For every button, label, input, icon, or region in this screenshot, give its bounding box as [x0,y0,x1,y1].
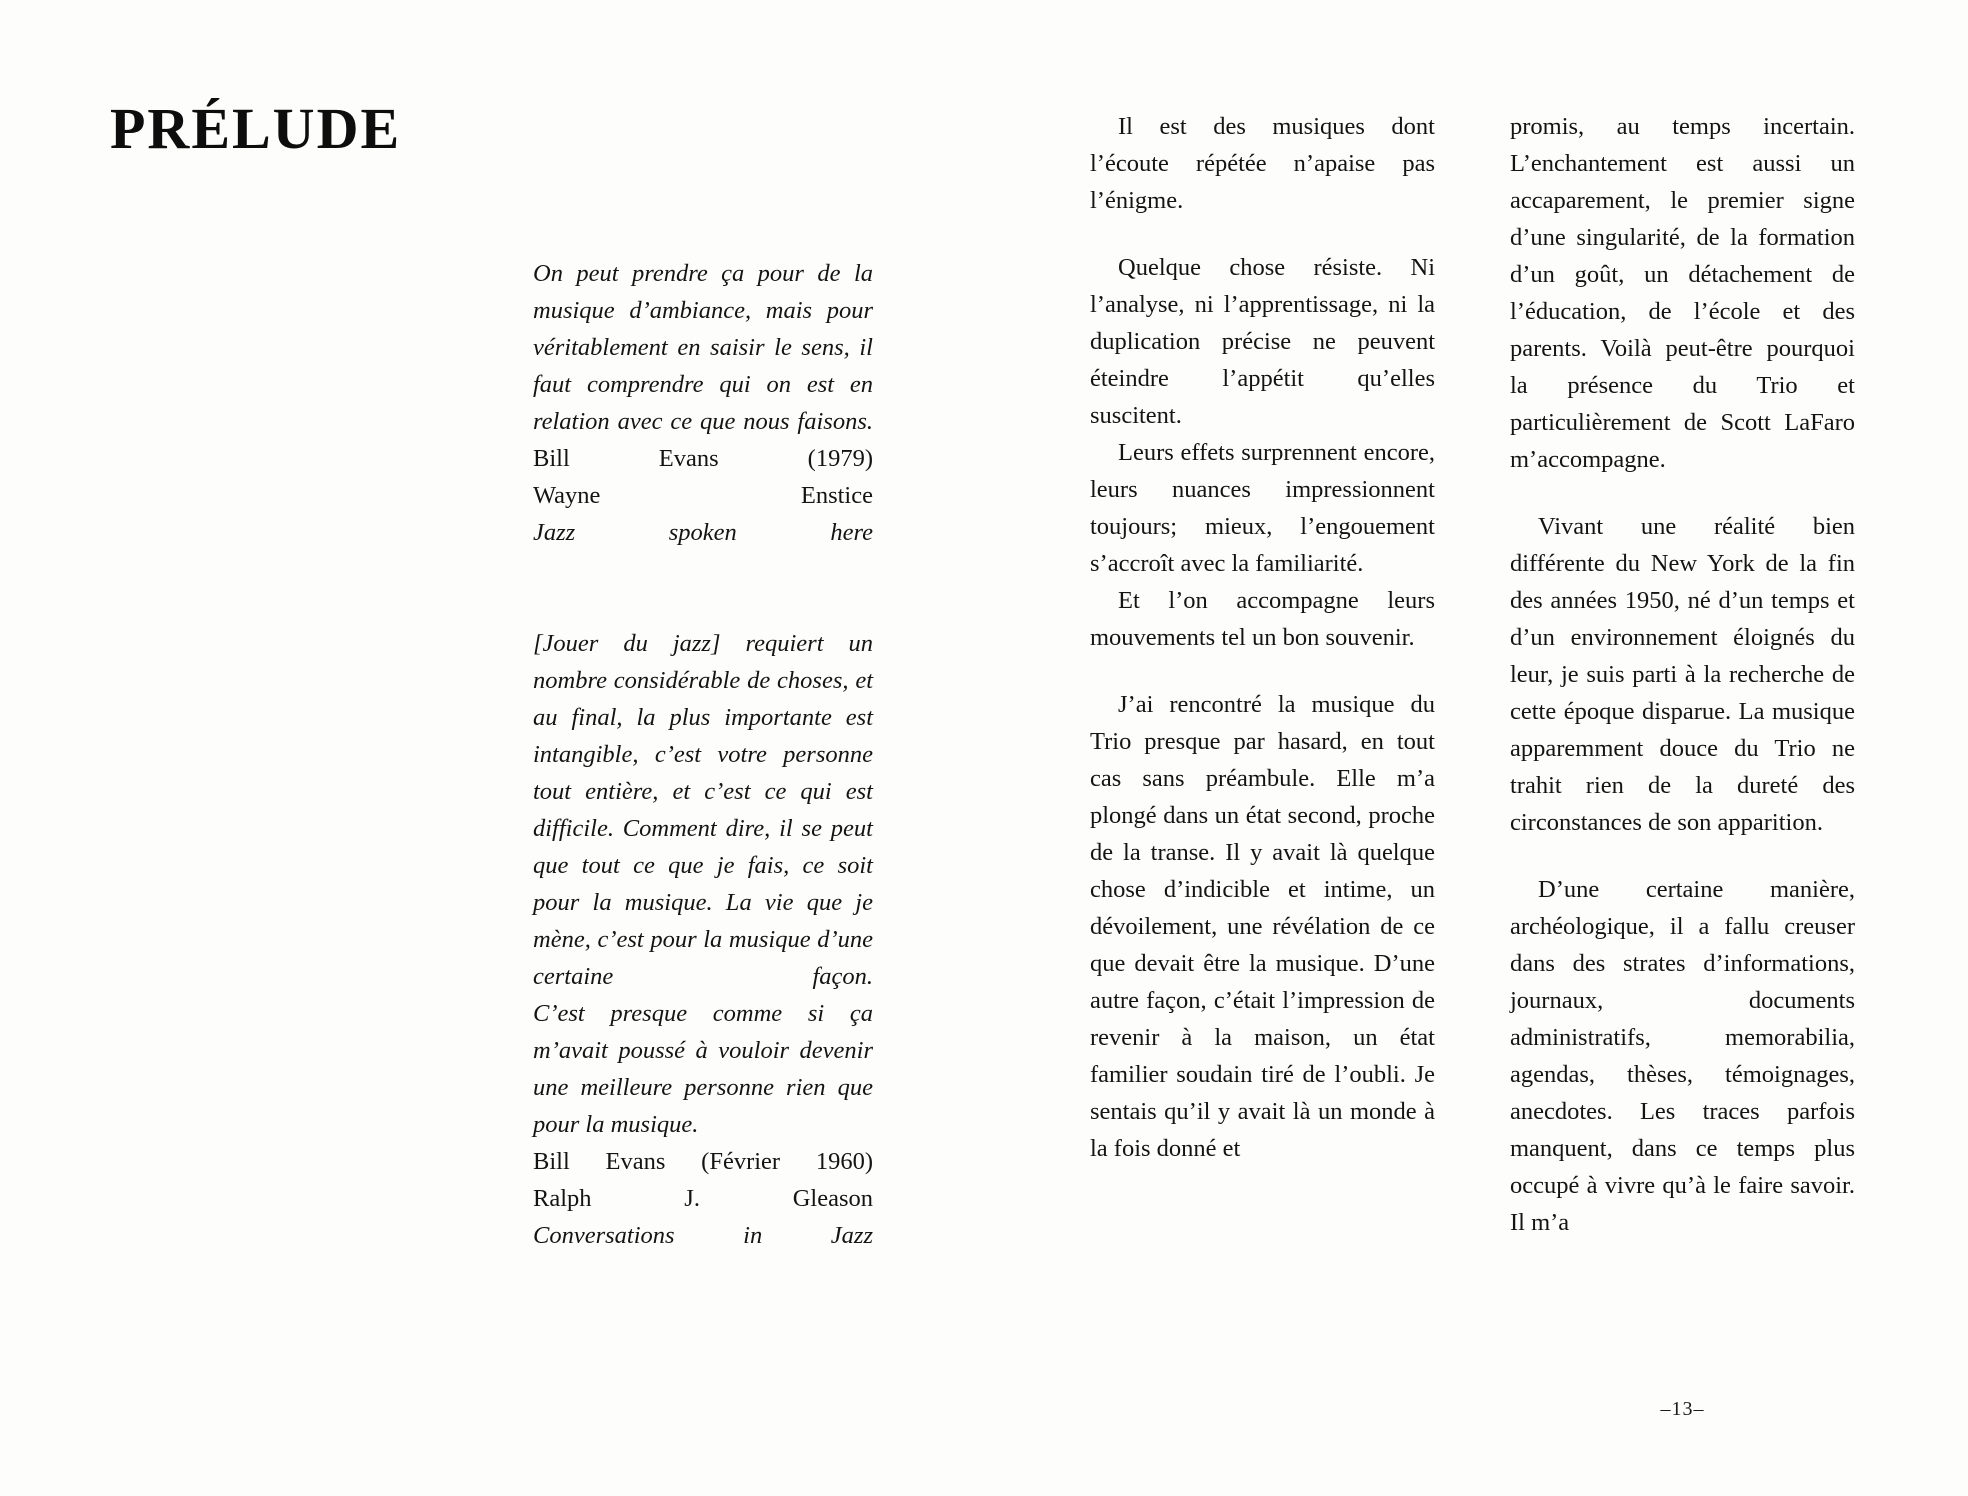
epigraph-text: [Jouer du jazz] requiert un nombre considérable de choses, et au final, la plus importante est intangible, c’est votre personne tout entière, et c’est ce qui est difficile. Comment dire, il se peut que tout ce que je fais, ce soit pour la musique. La vie que je mène, c’est pour la musique d’une certaine façon. [533,630,873,990]
paragraph: J’ai rencontré la musique du Trio presque par hasard, en tout cas sans préambule. Elle m’a plongé dans un état second, proche de la transe. Il y avait là quelque chose d’indicible et intime, un dévoilement, une révélation de ce que devait être la musique. D’une autre façon, c’était l’impression de revenir à la maison, un état familier soudain tiré de l’oubli. Je sentais qu’il y avait là un monde à la fois donné et [1090,691,1435,1162]
epigraph-work-title: Jazz spoken here [533,519,873,546]
epigraph-source-author: Ralph J. Gleason [533,1185,873,1212]
paragraph: Et l’on accompagne leurs mouvements tel un bon souvenir. [1090,587,1435,651]
epigraph-work-title: Conversations in Jazz [533,1222,873,1249]
epigraph-block-2 [533,625,873,1254]
epigraph-block-1 [533,255,873,551]
epigraph-text-continued: C’est presque comme si ça m’avait poussé à vouloir devenir une meilleure personne rien que pour la musique. [533,1000,873,1138]
page-title: PRÉLUDE [110,96,402,161]
paragraph: Il est des musiques dont l’écoute répétée n’apaise pas l’énigme. [1090,113,1435,214]
epigraph-attribution-1 [533,440,873,551]
epigraph-author: Bill Evans (Février 1960) [533,1148,873,1175]
body-column-right [1510,108,1855,1241]
epigraph-source-author: Wayne Enstice [533,482,873,509]
page-number: –13– [1660,1398,1705,1420]
paragraph: Leurs effets surprennent encore, leurs nuances impressionnent toujours; mieux, l’engouement s’accroît avec la familiarité. [1090,439,1435,577]
paragraph: Quelque chose résiste. Ni l’analyse, ni l’apprentissage, ni la duplication précise ne peuvent éteindre l’appétit qu’elles suscitent. [1090,254,1435,429]
paragraph: Vivant une réalité bien différente du New York de la fin des années 1950, né d’un temps et d’un environnement éloignés du leur, je suis parti à la recherche de cette époque disparue. La musique apparemment douce du Trio ne trahit rien de la dureté des circonstances de son apparition. [1510,513,1855,836]
paragraph: D’une certaine manière, archéologique, il a fallu creuser dans des strates d’informations, journaux, documents administratifs, memorabilia, agendas, thèses, témoignages, anecdotes. Les traces parfois manquent, dans ce temps plus occupé à vivre qu’à le faire savoir. Il m’a [1510,876,1855,1236]
body-column-left [1090,108,1435,1167]
epigraph-spacer [533,551,873,625]
epigraph-column [533,255,873,1254]
epigraph-author: Bill Evans (1979) [533,445,873,472]
paragraph: promis, au temps incertain. L’enchantement est aussi un accaparement, le premier signe d’une singularité, de la formation d’un goût, un détachement de l’éducation, de l’école et des parents. Voilà peut-être pourquoi la présence du Trio et particulièrement de Scott LaFaro m’accompagne. [1510,113,1855,473]
epigraph-attribution-2 [533,1143,873,1254]
epigraph-text: On peut prendre ça pour de la musique d’ambiance, mais pour véritablement en saisir le sens, il faut comprendre qui on est en relation avec ce que nous faisons. [533,260,873,435]
